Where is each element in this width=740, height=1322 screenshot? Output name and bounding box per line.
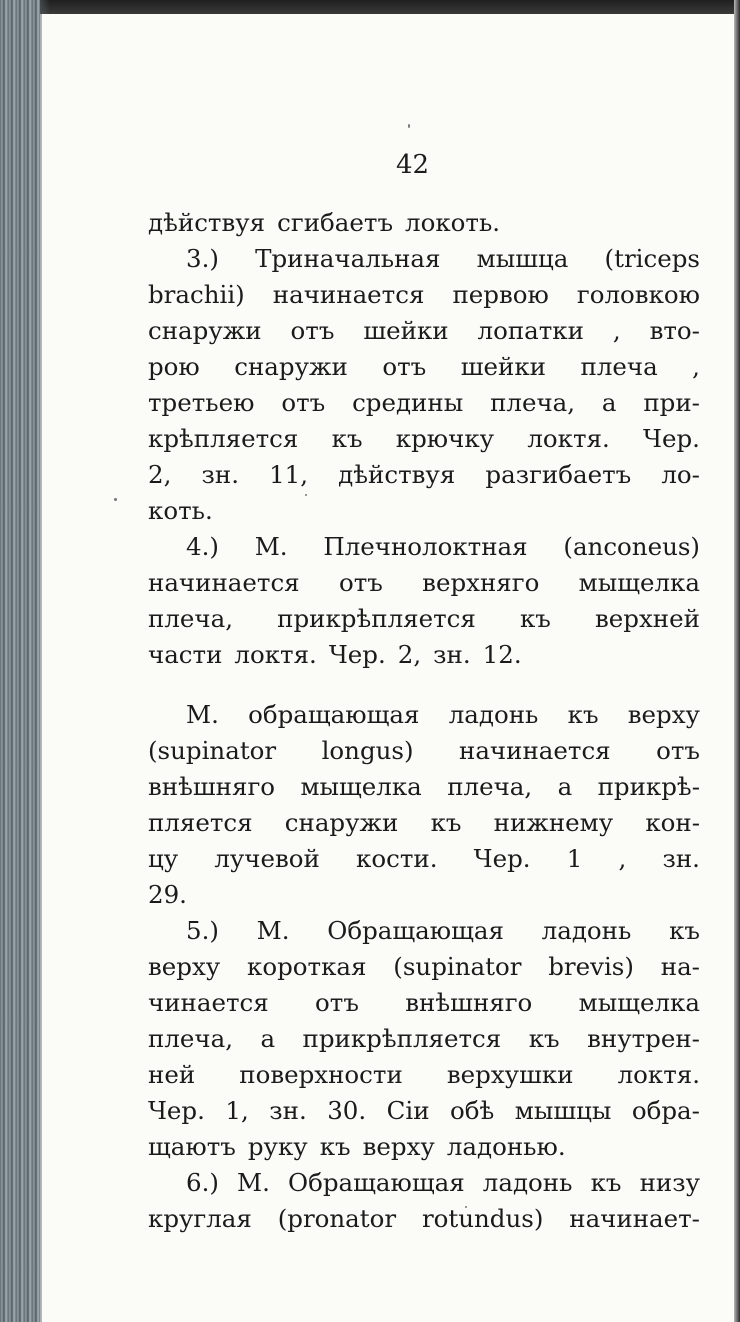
text-line (148, 913, 700, 949)
word: М. (237, 1168, 270, 1197)
word: 1, (225, 1096, 249, 1125)
word: къ (567, 700, 599, 729)
word: щаютъ (148, 1132, 236, 1161)
word: лучевой (214, 844, 320, 873)
word: внѣшняго (148, 772, 276, 801)
text-line (148, 241, 700, 277)
word: отъ (290, 316, 335, 345)
word: , (618, 844, 627, 873)
text-line (148, 457, 700, 493)
text-line (148, 493, 700, 529)
word: 1 (566, 844, 583, 873)
word: снаружи (234, 352, 348, 381)
word: 4.) (186, 532, 219, 561)
word: Сіи (386, 1096, 430, 1125)
word: 29. (148, 880, 187, 909)
word: къ (519, 604, 551, 633)
text-line (148, 1201, 700, 1237)
word: 5.) (186, 916, 219, 945)
word: (supinator (393, 952, 522, 981)
word: къ (430, 808, 462, 837)
word: верхней (595, 604, 700, 633)
word: шейки (460, 352, 546, 381)
word: М. (254, 532, 288, 561)
word: круглая (148, 1204, 252, 1233)
text-line (148, 313, 700, 349)
text-line (148, 733, 700, 769)
word: мыщелка (578, 568, 700, 597)
word: 12. (482, 640, 522, 669)
word: а (260, 1024, 276, 1053)
word: М. (186, 700, 219, 729)
word: разгибаетъ (485, 460, 632, 489)
word: начинает- (569, 1204, 700, 1233)
word: мышца (476, 244, 569, 273)
word: а (557, 772, 573, 801)
word: кон- (645, 808, 700, 837)
word: лопатки (477, 316, 584, 345)
word: ло- (661, 460, 700, 489)
word: сгибаетъ (277, 208, 394, 237)
word: верхняго (422, 568, 540, 597)
word: вто- (649, 316, 700, 345)
word: локтя. (527, 424, 610, 453)
word: верхушки (446, 1060, 574, 1089)
paragraph-gap (148, 673, 700, 697)
word: Триначальная (255, 244, 441, 273)
text-line (148, 769, 700, 805)
word: rotundus) (421, 1204, 544, 1233)
text-line (148, 985, 700, 1021)
word: 30. (327, 1096, 367, 1125)
word: плеча, (490, 388, 576, 417)
body-text (148, 205, 700, 1237)
text-line (148, 1093, 700, 1129)
word: шейки (363, 316, 449, 345)
text-line (148, 1165, 700, 1201)
word: первою (452, 280, 549, 309)
word: начинается (148, 568, 300, 597)
word: 3.) (186, 244, 219, 273)
word: плеча (580, 352, 658, 381)
word: ладонь (541, 916, 632, 945)
word: верху (362, 1132, 435, 1161)
word: прикрѣпляется (277, 604, 476, 633)
scan-right-edge (734, 0, 740, 1322)
word: плеча, (447, 772, 533, 801)
word: 11, (269, 460, 309, 489)
word: начинается (272, 280, 425, 309)
word: верху (148, 952, 221, 981)
word: внутрен- (587, 1024, 700, 1053)
word: brachii) (148, 280, 245, 309)
word: М. (256, 916, 290, 945)
word: прикрѣ- (597, 772, 700, 801)
word: цу (148, 844, 179, 873)
text-line (148, 1057, 700, 1093)
word: ладонь (482, 1168, 573, 1197)
text-line (148, 421, 700, 457)
text-line (148, 1129, 700, 1165)
word: зн. (269, 1096, 307, 1125)
word: снаружи (148, 316, 262, 345)
word: къ (590, 1168, 622, 1197)
word: зн. (433, 640, 471, 669)
word: Обращающая (327, 916, 504, 945)
word: 2, (148, 460, 172, 489)
word: (triceps (604, 244, 700, 273)
word: локтя. (234, 640, 317, 669)
word: обращающая (248, 700, 420, 729)
word: средины (352, 388, 464, 417)
word: (anconeus) (563, 532, 700, 561)
word: отъ (281, 388, 326, 417)
word: мыщелка (578, 988, 700, 1017)
text-line (148, 949, 700, 985)
text-line (148, 697, 700, 733)
word: крючку (395, 424, 495, 453)
word: третьею (148, 388, 255, 417)
word: Чер. (148, 1096, 205, 1125)
word: ладонь (448, 700, 539, 729)
book-binding (0, 0, 40, 1322)
word: Чер. (643, 424, 700, 453)
word: пляется (148, 808, 253, 837)
word: отъ (382, 352, 427, 381)
word: кости. (356, 844, 438, 873)
word: руку (247, 1132, 308, 1161)
word: внѣшняго (405, 988, 533, 1017)
word: короткая (247, 952, 367, 981)
word: зн. (662, 844, 700, 873)
word: longus) (321, 736, 414, 765)
text-line (148, 565, 700, 601)
text-line (148, 529, 700, 565)
word: обра- (631, 1096, 700, 1125)
text-line (148, 637, 700, 673)
word: локоть. (405, 208, 501, 237)
text-line (148, 601, 700, 637)
text-line (148, 385, 700, 421)
word: а (601, 388, 617, 417)
word: ладонью. (446, 1132, 566, 1161)
word: верху (627, 700, 700, 729)
word: 6.) (186, 1168, 219, 1197)
word: нижнему (493, 808, 614, 837)
paper-speck (408, 124, 410, 128)
page-number: 42 (396, 150, 430, 180)
word: , (692, 352, 700, 381)
text-line (148, 805, 700, 841)
word: коть. (148, 496, 213, 525)
word: головкою (576, 280, 700, 309)
text-line (148, 205, 700, 241)
paper-speck (114, 498, 117, 501)
word: обѣ (450, 1096, 495, 1125)
text-line (148, 1021, 700, 1057)
word: ней (148, 1060, 196, 1089)
word: къ (528, 1024, 560, 1053)
word: крѣпляется (148, 424, 299, 453)
word: Плечнолоктная (323, 532, 528, 561)
word: начинается (459, 736, 611, 765)
word: Чер. (328, 640, 386, 669)
word: , (612, 316, 621, 345)
word: на- (660, 952, 700, 981)
text-line (148, 349, 700, 385)
word: къ (319, 1132, 351, 1161)
text-line (148, 877, 700, 913)
word: отъ (656, 736, 700, 765)
text-line (148, 277, 700, 313)
word: чинается (148, 988, 269, 1017)
text-line (148, 841, 700, 877)
word: (pronator (277, 1204, 397, 1233)
word: при- (643, 388, 700, 417)
word: отъ (315, 988, 359, 1017)
word: brevis) (548, 952, 634, 981)
word: локтя. (617, 1060, 700, 1089)
word: дѣйствуя (148, 208, 266, 237)
word: отъ (338, 568, 383, 597)
word: къ (331, 424, 363, 453)
scan-top-edge (0, 0, 740, 14)
word: поверхности (239, 1060, 403, 1089)
word: дѣйствуя (338, 460, 456, 489)
word: къ (669, 916, 700, 945)
word: Обращающая (288, 1168, 465, 1197)
word: прикрѣпляется (302, 1024, 502, 1053)
word: зн. (201, 460, 239, 489)
word: 2, (397, 640, 422, 669)
word: Чер. (473, 844, 531, 873)
word: низу (639, 1168, 700, 1197)
word: плеча, (148, 604, 233, 633)
word: (supinator (148, 736, 277, 765)
word: мышцы (514, 1096, 612, 1125)
word: части (148, 640, 223, 669)
word: плеча, (148, 1024, 233, 1053)
word: рою (148, 352, 200, 381)
word: снаружи (284, 808, 399, 837)
word: мыщелка (300, 772, 422, 801)
